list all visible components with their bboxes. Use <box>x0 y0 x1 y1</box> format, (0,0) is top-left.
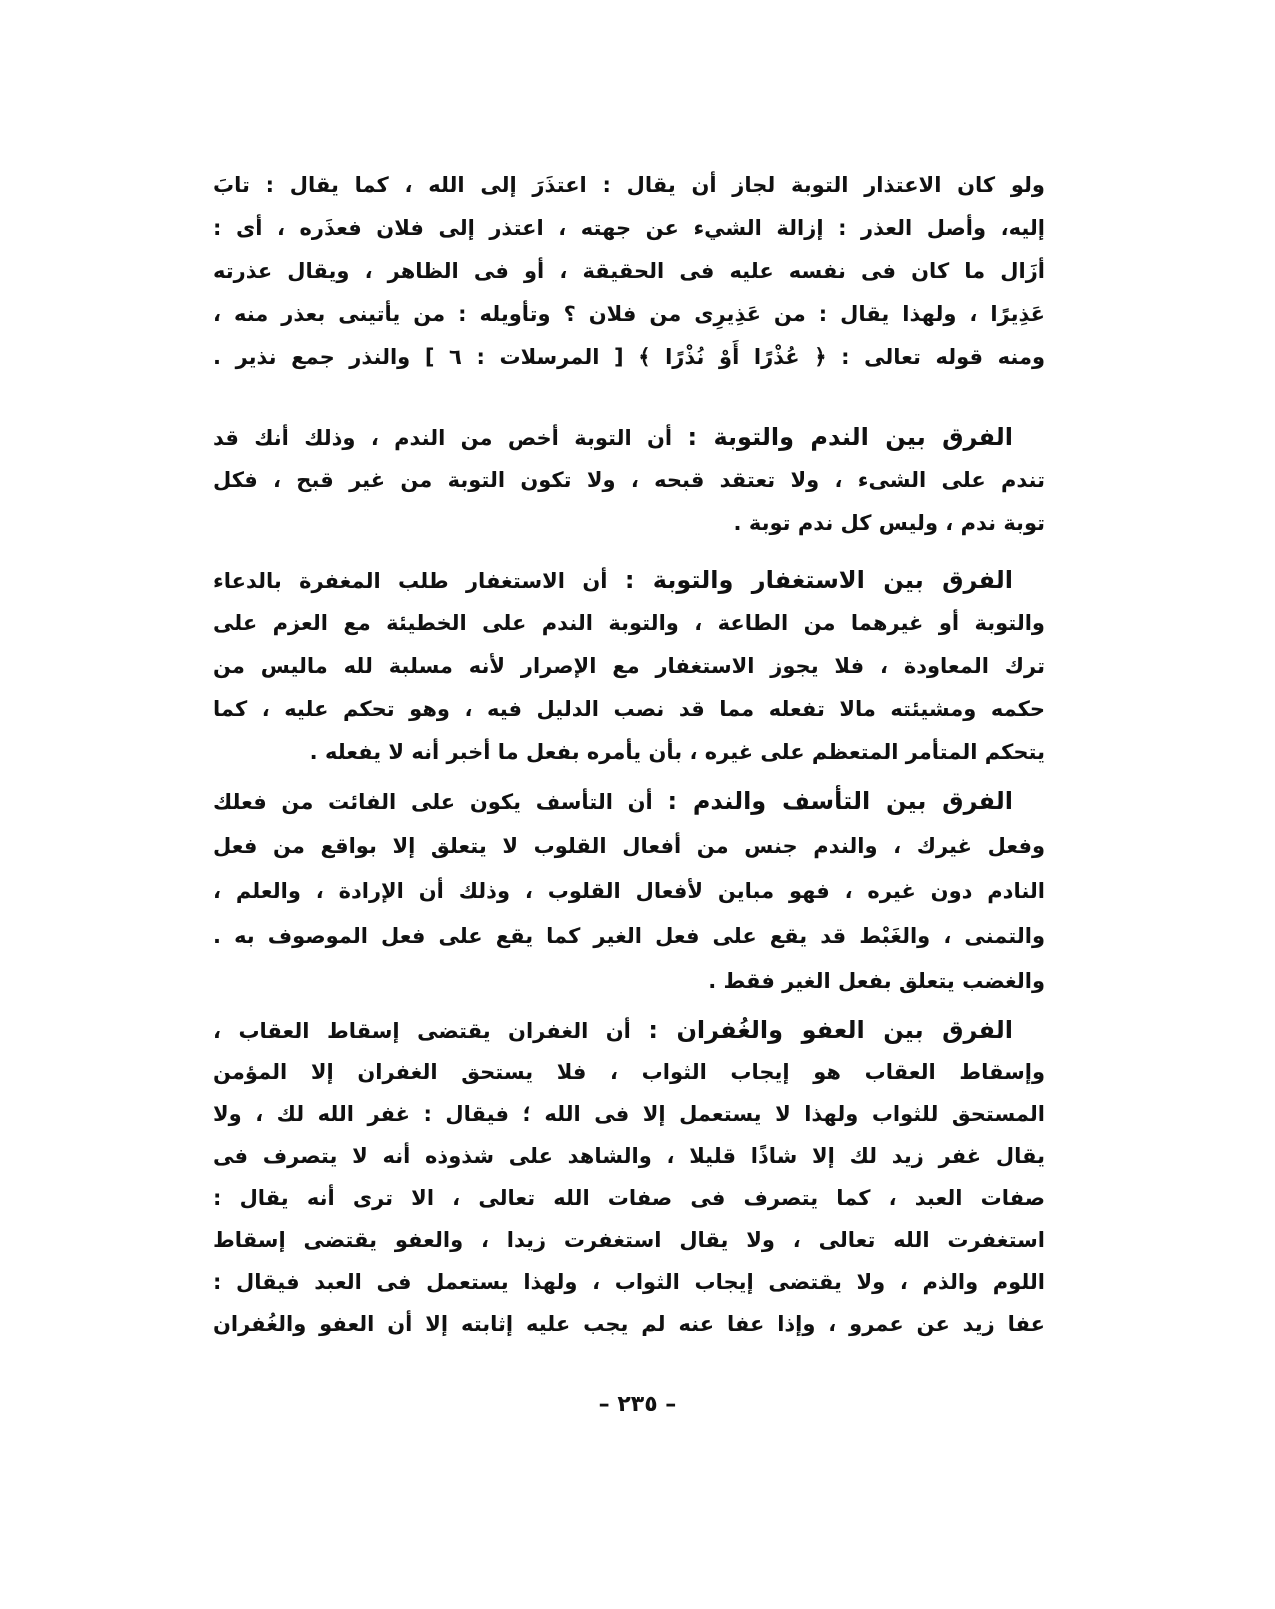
text-line: وإسقاط العقاب هو إيجاب الثواب ، فلا يستحق الغفران إلا المؤمن <box>213 1060 1045 1084</box>
text-line: ترك المعاودة ، فلا يجوز الاستغفار مع الإصرار لأنه مسلبة لله ماليس من <box>213 654 1045 678</box>
section-heading: الفرق بين العفو والغُفران : <box>648 1016 1014 1044</box>
text-span: أن التأسف يكون على الفائت من فعلك <box>213 790 653 814</box>
text-line: يقال غفر زيد لك إلا شاذًا قليلا ، والشاهد على شذوذه أنه لا يتصرف فى <box>213 1144 1045 1168</box>
text-line <box>213 416 1045 459</box>
text-line: توبة ندم ، وليس كل ندم توبة . <box>733 511 1045 535</box>
text-span: أن التوبة أخص من الندم ، وذلك أنك قد <box>213 426 673 450</box>
text-line: والتوبة أو غيرهما من الطاعة ، والتوبة الندم على الخطيئة مع العزم على <box>213 611 1045 635</box>
text-line: ولو كان الاعتذار التوبة لجاز أن يقال : اعتذَرَ إلى الله ، كما يقال : تابَ <box>213 173 1045 197</box>
section-heading: الفرق بين الندم والتوبة : <box>687 423 1013 451</box>
paragraph-intro <box>213 164 1045 379</box>
text-line: ومنه قوله تعالى : ﴿ عُذْرًا أَوْ نُذْرًا ﴾ [ المرسلات : ٦ ] والنذر جمع نذير . <box>213 345 1045 369</box>
paragraph-taassuf-nadam <box>213 779 1045 1004</box>
text-line: والغضب يتعلق بفعل الغير فقط . <box>708 969 1045 993</box>
text-line: أزَال ما كان فى نفسه عليه فى الحقيقة ، أو فى الظاهر ، ويقال عذرته <box>213 259 1045 283</box>
paragraph-istighfar-tawba <box>213 559 1045 774</box>
paragraph-nadam-tawba <box>213 416 1045 545</box>
page-number: – ٢٣٥ – <box>598 1392 677 1417</box>
text-line: حكمه ومشيئته مالا تفعله مما قد نصب الدليل فيه ، وهو تحكم عليه ، كما <box>213 697 1045 721</box>
text-line: المستحق للثواب ولهذا لا يستعمل إلا فى الله ؛ فيقال : غفر الله لك ، ولا <box>213 1102 1045 1126</box>
text-line: عَذِيرًا ، ولهذا يقال : من عَذِيرِى من فلان ؟ وتأويله : من يأتينى بعذر منه ، <box>213 302 1045 326</box>
text-line <box>213 1009 1045 1051</box>
text-line: اللوم والذم ، ولا يقتضى إيجاب الثواب ، ولهذا يستعمل فى العبد فيقال : <box>213 1270 1045 1294</box>
text-line: تندم على الشىء ، ولا تعتقد قبحه ، ولا تكون التوبة من غير قبح ، فكل <box>213 468 1045 492</box>
text-line: وفعل غيرك ، والندم جنس من أفعال القلوب لا يتعلق إلا بواقع من فعل <box>213 834 1045 858</box>
text-line <box>213 559 1045 602</box>
text-span: أن الغفران يقتضى إسقاط العقاب ، <box>213 1019 631 1043</box>
text-line: إليه، وأصل العذر : إزالة الشيء عن جهته ، اعتذر إلى فلان فعذَره ، أى : <box>213 216 1045 240</box>
text-line: والتمنى ، والغَبْط قد يقع على فعل الغير كما يقع على فعل الموصوف به . <box>213 924 1045 948</box>
text-line: يتحكم المتأمر المتعظم على غيره ، بأن يأمره بفعل ما أخبر أنه لا يفعله . <box>309 740 1045 764</box>
text-line <box>213 779 1045 824</box>
text-line: النادم دون غيره ، فهو مباين لأفعال القلوب ، وذلك أن الإرادة ، والعلم ، <box>213 879 1045 903</box>
paragraph-afw-ghufran <box>213 1009 1045 1345</box>
section-heading: الفرق بين التأسف والندم : <box>667 787 1014 815</box>
text-line: عفا زيد عن عمرو ، وإذا عفا عنه لم يجب عليه إثابته إلا أن العفو والغُفران <box>213 1312 1045 1336</box>
text-span: أن الاستغفار طلب المغفرة بالدعاء <box>213 569 608 593</box>
text-line: استغفرت الله تعالى ، ولا يقال استغفرت زيدا ، والعفو يقتضى إسقاط <box>213 1228 1045 1252</box>
section-heading: الفرق بين الاستغفار والتوبة : <box>624 566 1014 594</box>
text-line: صفات العبد ، كما يتصرف فى صفات الله تعالى ، الا ترى أنه يقال : <box>213 1186 1045 1210</box>
